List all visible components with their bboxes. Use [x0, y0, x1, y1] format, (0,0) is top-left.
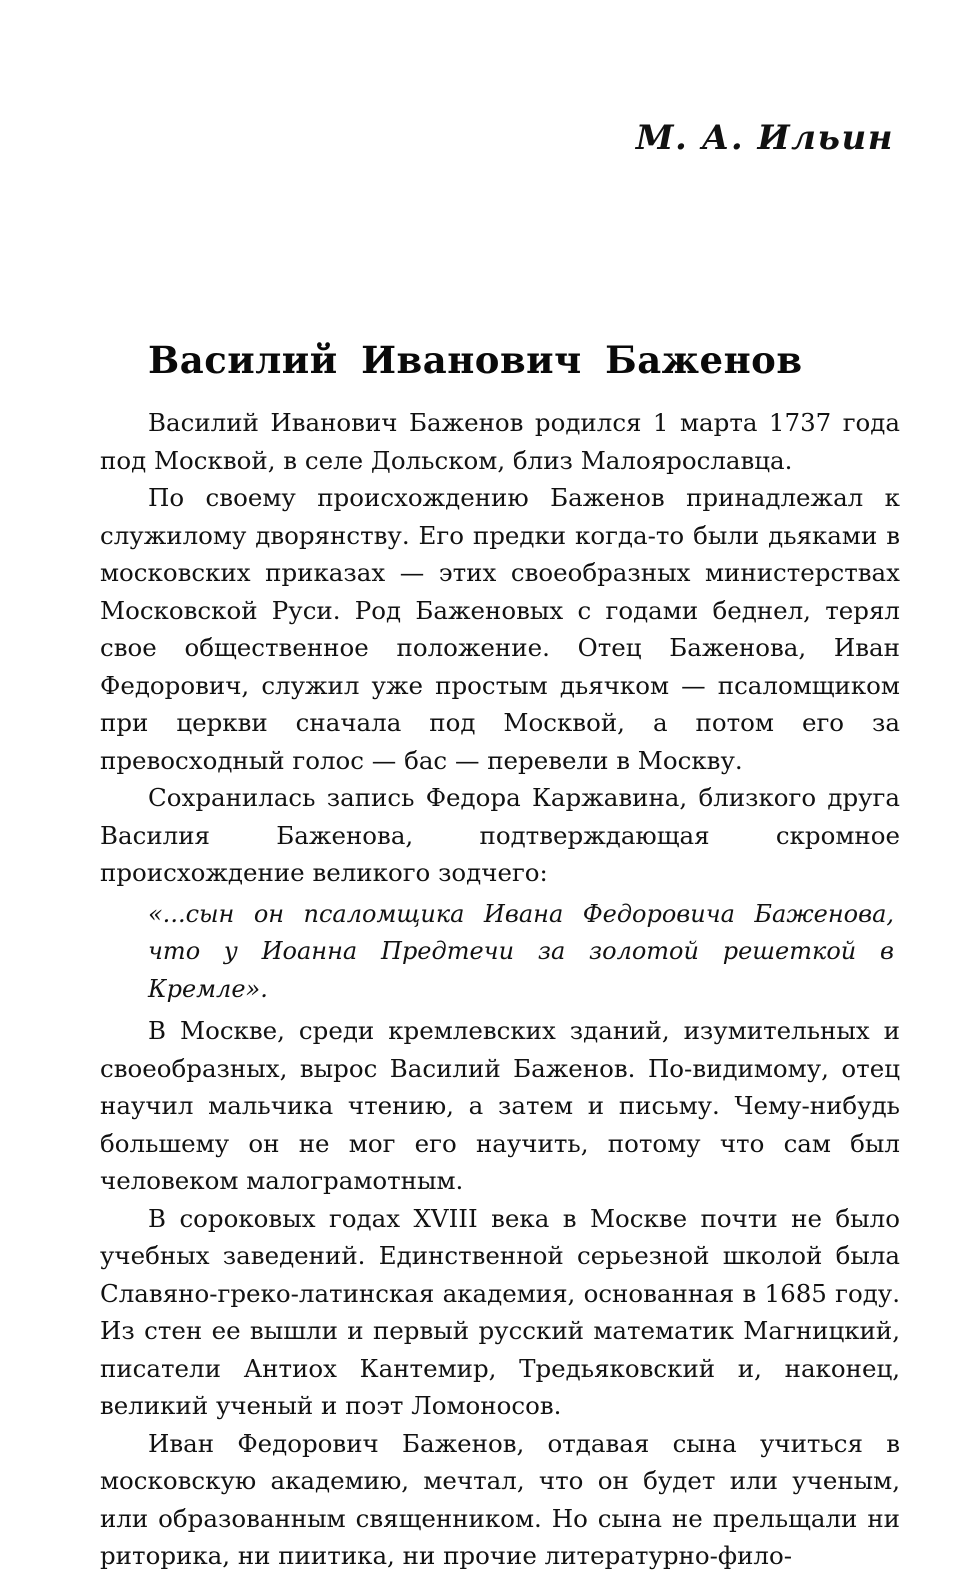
block-quote: «...сын он псаломщика Ивана Федоровича Баженова, что у Иоанна Предтечи за золотой решеткой в Кремле». [148, 899, 894, 1003]
paragraph: Иван Федорович Баженов, отдавая сына учиться в московскую академию, мечтал, что он будет или ученым, или образованным священником. Но сына не прельщали ни риторика, ни пиитика, ни прочие литературно-фило- [100, 1428, 900, 1570]
paragraph: По своему происхождению Баженов принадлежал к служилому дворянству. Его предки когда-то были дьяками в московских приказах — этих своеобразных министерствах Московской Руси. Род Баженовых с годами беднел, терял свое общественное положение. Отец Баженова, Иван Федорович, служил уже простым дьячком — псаломщиком при церкви сначала под Москвой, а потом его за превосходный голос — бас — перевели в Москву. [100, 483, 900, 775]
body-text [100, 404, 900, 1575]
paragraph: Сохранилась запись Федора Каржавина, близкого друга Василия Баженова, подтверждающая скромное происхождение великого зодчего: [100, 783, 900, 887]
page-title: Василий Иванович Баженов [148, 337, 803, 382]
paragraph: Василий Иванович Баженов родился 1 марта 1737 года под Москвой, в селе Дольском, близ Малоярославца. [100, 408, 900, 475]
paragraph: В Москве, среди кремлевских зданий, изумительных и своеобразных, вырос Василий Баженов. По-видимому, отец научил мальчика чтению, а затем и письму. Чему-нибудь большему он не мог его научить, потому что сам был человеком малограмотным. [100, 1016, 900, 1195]
paragraph: В сороковых годах XVIII века в Москве почти не было учебных заведений. Единственной серьезной школой была Славяно-греко-латинская академия, основанная в 1685 году. Из стен ее вышли и первый русский математик Магницкий, писатели Антиох Кантемир, Тредьяковский и, наконец, великий ученый и поэт Ломоносов. [100, 1203, 900, 1420]
author-name: М. А. Ильин [635, 118, 894, 158]
